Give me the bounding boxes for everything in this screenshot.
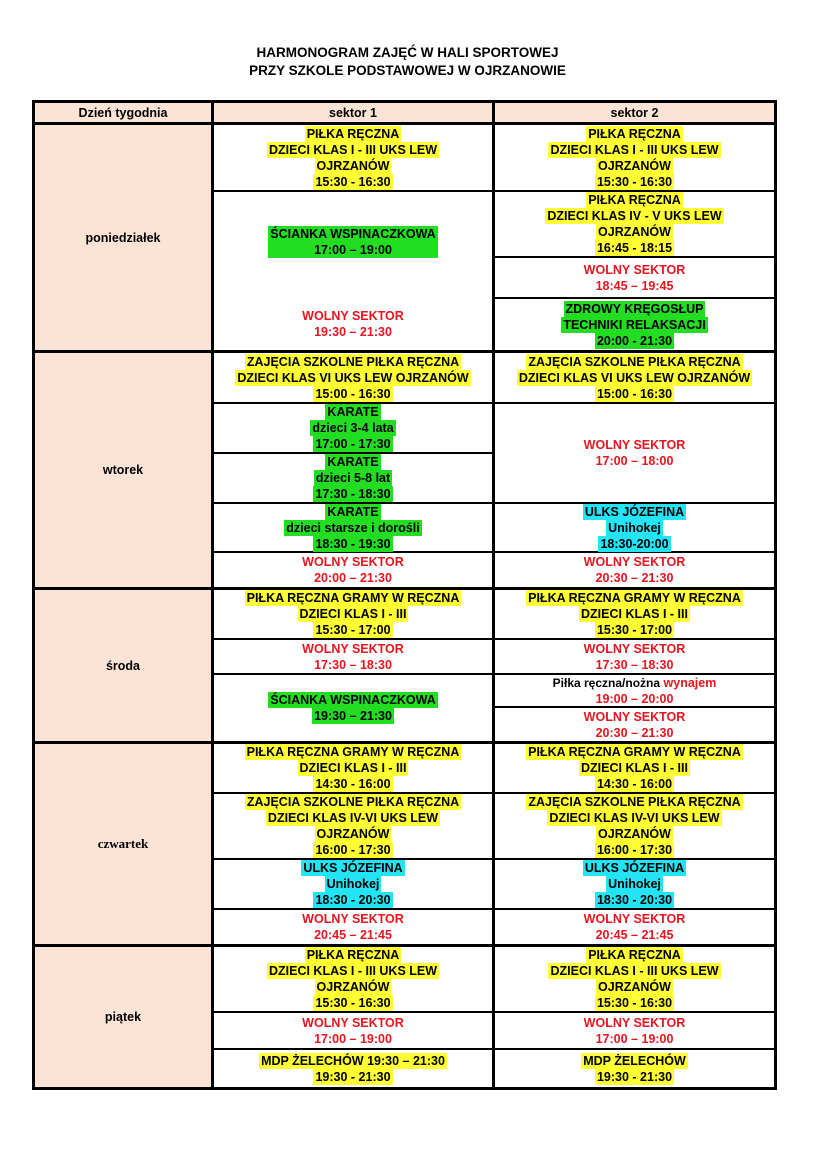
text-line: PIŁKA RĘCZNA GRAMY W RĘCZNA — [528, 745, 741, 759]
mon-s2-free — [495, 258, 774, 297]
text-line: ŚCIANKA WSPINACZKOWA — [270, 693, 436, 707]
text-line: 14:30 - 16:00 — [315, 777, 391, 791]
tue-s1-school-handball — [214, 353, 492, 402]
tue-s2-unihockey — [495, 504, 774, 551]
thu-s2-handball — [495, 744, 774, 792]
thu-s2-unihockey — [495, 860, 774, 908]
text-line: KARATE — [327, 455, 379, 469]
text-line: DZIECI KLAS I - III — [299, 607, 407, 621]
text-line: 19:30 - 21:30 — [315, 1069, 391, 1084]
mon-s2-handball-2 — [495, 192, 774, 256]
text-line: 18:30-20:00 — [600, 536, 669, 551]
mon-s2-healthy-spine — [495, 299, 774, 350]
text-line: KARATE — [327, 405, 379, 419]
text-line: 17:00 – 19:00 — [595, 1031, 674, 1046]
text-line: 20:30 – 21:30 — [595, 571, 674, 585]
tue-s2-free-2 — [495, 553, 774, 587]
text-line: 18:30 - 20:30 — [596, 893, 673, 907]
text-line: 19:30 – 21:30 — [314, 709, 392, 723]
text-line: Unihokej — [608, 877, 661, 891]
mon-s1-free — [300, 308, 406, 340]
text-line: 15:30 - 17:00 — [596, 623, 673, 637]
text-line: DZIECI KLAS I - III UKS LEW — [268, 142, 438, 157]
thu-s1-free — [214, 910, 492, 944]
thu-s1-handball — [214, 744, 492, 792]
schedule-table — [32, 100, 777, 1090]
day-wednesday-label: środa — [105, 658, 141, 673]
text-line: 15:30 - 16:30 — [315, 996, 391, 1010]
fri-s1-free — [214, 1013, 492, 1048]
text-line: dzieci 5-8 lat — [315, 471, 391, 485]
header-day-label: Dzień tygodnia — [78, 105, 168, 120]
mon-s1-handball — [214, 125, 492, 190]
text-line: PIŁKA RĘCZNA — [306, 126, 400, 141]
text-line: ZAJĘCIA SZKOLNE PIŁKA RĘCZNA — [246, 795, 460, 809]
text-line: ŚCIANKA WSPINACZKOWA — [270, 227, 436, 241]
day-thursday — [35, 744, 211, 944]
text-line: DZIECI KLAS I - III — [299, 761, 407, 775]
text-line: 16:00 - 17:30 — [596, 843, 673, 857]
text-line: ULKS JÓZEFINA — [303, 861, 403, 875]
text-line: OJRZANÓW — [598, 827, 671, 841]
rental-label: wynajem — [663, 675, 717, 690]
wed-s1-free — [214, 640, 492, 673]
text-line: WOLNY SEKTOR — [583, 555, 686, 569]
text-line: WOLNY SEKTOR — [583, 262, 686, 277]
text-line: DZIECI KLAS I - III — [581, 607, 688, 621]
day-tuesday-label: wtorek — [102, 463, 144, 477]
text-line: 15:30 - 16:30 — [596, 996, 673, 1010]
header-sektor-2-label: sektor 2 — [610, 105, 659, 120]
title-line-2: PRZY SZKOLE PODSTAWOWEJ W OJRZANOWIE — [249, 63, 566, 78]
fri-s1-handball — [214, 947, 492, 1011]
text-line: 15:30 - 17:00 — [315, 623, 391, 637]
text-line: PIŁKA RĘCZNA GRAMY W RĘCZNA — [528, 591, 741, 605]
text-line: 16:00 - 17:30 — [315, 843, 391, 857]
text-line: Unihokej — [326, 877, 380, 891]
text-line: OJRZANÓW — [316, 158, 390, 173]
text-line: OJRZANÓW — [316, 980, 390, 994]
text-line: 17:00 – 19:00 — [314, 1031, 392, 1046]
text-line: DZIECI KLAS VI UKS LEW OJRZANÓW — [237, 370, 469, 385]
text-line: 17:00 – 18:00 — [595, 454, 674, 468]
day-monday-label: poniedziałek — [85, 230, 161, 245]
text-line: PIŁKA RĘCZNA — [588, 193, 681, 207]
header-sektor-1 — [214, 103, 492, 122]
fri-s2-handball — [495, 947, 774, 1011]
mon-s1-climbing — [268, 226, 438, 258]
text-line: WOLNY SEKTOR — [583, 1015, 686, 1030]
text-line: DZIECI KLAS IV-VI UKS LEW — [549, 811, 720, 825]
text-line: OJRZANÓW — [598, 980, 671, 994]
day-wednesday — [35, 590, 211, 741]
day-friday — [35, 947, 211, 1087]
text-line: 18:30 - 20:30 — [315, 893, 391, 907]
text-line: WOLNY SEKTOR — [302, 555, 404, 569]
text-line: 19:00 – 20:00 — [595, 691, 674, 706]
text-line: ZAJĘCIA SZKOLNE PIŁKA RĘCZNA — [528, 795, 741, 809]
text-line: ULKS JÓZEFINA — [584, 504, 685, 519]
text-line: WOLNY SEKTOR — [302, 1015, 404, 1030]
text-line: 17:00 - 17:30 — [315, 437, 391, 451]
text-line: 15:30 - 16:30 — [315, 174, 391, 189]
text-line: KARATE — [327, 504, 379, 519]
day-tuesday — [35, 353, 211, 587]
text-line: OJRZANÓW — [316, 827, 390, 841]
tue-s2-free — [495, 404, 774, 502]
text-line: 20:00 – 21:30 — [314, 571, 392, 585]
fri-s1-mdp — [214, 1050, 492, 1087]
header-day — [35, 103, 211, 122]
fri-s2-free — [495, 1013, 774, 1048]
wed-s2-rental — [495, 675, 774, 706]
text-line: ZDROWY KRĘGOSŁUP — [565, 301, 704, 316]
text-line: PIŁKA RĘCZNA — [588, 126, 681, 141]
wed-s2-free-2 — [495, 708, 774, 741]
text-line: WOLNY SEKTOR — [583, 641, 686, 656]
text-line: 20:30 – 21:30 — [595, 725, 674, 740]
wed-s1-handball — [214, 590, 492, 638]
text-line: WOLNY SEKTOR — [302, 309, 404, 323]
text-line: WOLNY SEKTOR — [302, 912, 404, 926]
text-line: PIŁKA RĘCZNA GRAMY W RĘCZNA — [246, 591, 460, 605]
text-line: 17:30 – 18:30 — [314, 657, 392, 672]
mon-s2-handball — [495, 125, 774, 190]
wed-s2-free — [495, 640, 774, 673]
tue-s2-school-handball — [495, 353, 774, 402]
text-line: WOLNY SEKTOR — [583, 438, 686, 452]
text-line: 19:30 - 21:30 — [596, 1069, 673, 1084]
text-line: 15:00 - 16:30 — [315, 386, 391, 401]
text-line: Unihokej — [608, 520, 661, 535]
tue-s1-karate-2 — [214, 454, 492, 502]
text-line: 17:00 – 19:00 — [268, 242, 438, 258]
text-line: 18:45 – 19:45 — [595, 278, 674, 293]
text-line: 20:45 – 21:45 — [595, 928, 674, 942]
mon-s1-climbing-free — [214, 192, 492, 350]
text-line: 15:30 - 16:30 — [596, 174, 673, 189]
text-line: dzieci 3-4 lata — [312, 421, 394, 435]
text-line: DZIECI KLAS IV-VI UKS LEW — [267, 811, 439, 825]
text-line: DZIECI KLAS I - III UKS LEW — [550, 964, 719, 978]
text-line: OJRZANÓW — [598, 158, 671, 173]
day-monday — [35, 125, 211, 350]
text-line: WOLNY SEKTOR — [302, 641, 404, 656]
text-line: ZAJĘCIA SZKOLNE PIŁKA RĘCZNA — [246, 354, 460, 369]
thu-s1-school-handball — [214, 794, 492, 858]
text-line: PIŁKA RĘCZNA GRAMY W RĘCZNA — [246, 745, 460, 759]
text-line: DZIECI KLAS IV - V UKS LEW — [547, 209, 722, 223]
header-sektor-1-label: sektor 1 — [329, 105, 377, 120]
wed-s2-handball — [495, 590, 774, 638]
tue-s1-karate-1 — [214, 404, 492, 452]
rental-activity: Piłka ręczna/nożna — [552, 675, 661, 690]
text-line: DZIECI KLAS I - III UKS LEW — [550, 142, 719, 157]
text-line: 15:00 - 16:30 — [596, 386, 673, 401]
text-line: ZAJĘCIA SZKOLNE PIŁKA RĘCZNA — [528, 354, 741, 369]
tue-s1-free — [214, 553, 492, 587]
thu-s2-free — [495, 910, 774, 944]
thu-s2-school-handball — [495, 794, 774, 858]
text-line: WOLNY SEKTOR — [583, 912, 686, 926]
text-line: WOLNY SEKTOR — [583, 709, 686, 724]
text-line: ULKS JÓZEFINA — [584, 861, 685, 875]
text-line: PIŁKA RĘCZNA — [588, 948, 681, 962]
text-line: DZIECI KLAS I - III — [581, 761, 688, 775]
text-line: 18:30 - 19:30 — [315, 536, 391, 551]
day-friday-label: piątek — [104, 1010, 142, 1024]
header-sektor-2 — [495, 103, 774, 122]
text-line: 17:30 - 18:30 — [315, 487, 391, 501]
text-line: 17:30 – 18:30 — [595, 657, 674, 672]
text-line: DZIECI KLAS I - III UKS LEW — [268, 964, 438, 978]
text-line: MDP ŻELECHÓW 19:30 – 21:30 — [261, 1053, 445, 1068]
rental-line — [551, 675, 719, 691]
document-title — [0, 44, 815, 80]
text-line: MDP ŻELECHÓW — [583, 1053, 686, 1068]
title-line-1: HARMONOGRAM ZAJĘĆ W HALI SPORTOWEJ — [256, 45, 559, 60]
text-line: PIŁKA RĘCZNA — [306, 948, 400, 962]
thu-s1-unihockey — [214, 860, 492, 908]
text-line: DZIECI KLAS VI UKS LEW OJRZANÓW — [518, 370, 751, 385]
text-line: 19:30 – 21:30 — [314, 325, 392, 339]
wed-s1-climbing — [214, 675, 492, 741]
fri-s2-mdp — [495, 1050, 774, 1087]
text-line: 20:00 - 21:30 — [596, 333, 673, 348]
text-line: 16:45 - 18:15 — [596, 241, 673, 255]
day-thursday-label: czwartek — [97, 836, 149, 851]
text-line: TECHNIKI RELAKSACJI — [563, 317, 706, 332]
text-line: 20:45 – 21:45 — [314, 928, 392, 942]
text-line: OJRZANÓW — [598, 225, 671, 239]
text-line: dzieci starsze i dorośli — [286, 520, 420, 535]
tue-s1-karate-3 — [214, 504, 492, 551]
text-line: 14:30 - 16:00 — [596, 777, 673, 791]
